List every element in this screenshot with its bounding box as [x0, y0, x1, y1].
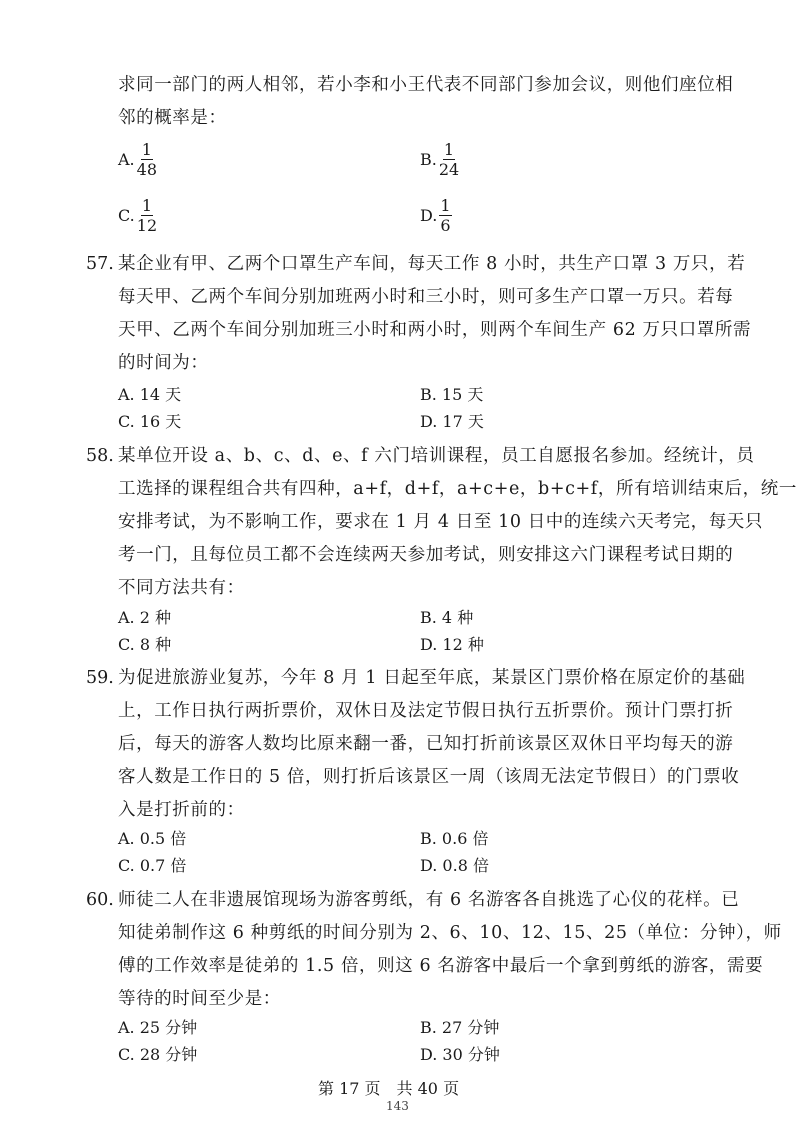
- option-d: D. 0.8 倍: [420, 856, 489, 875]
- fraction-numerator: 1: [141, 196, 153, 215]
- question-line: 每天甲、乙两个车间分别加班两小时和三小时，则可多生产口罩一万只。若每: [118, 287, 734, 307]
- option-a: A. 0.5 倍: [118, 829, 187, 848]
- option-d: D. 12 种: [420, 635, 484, 654]
- fraction-option-d: [420, 196, 452, 235]
- fraction-denominator: 24: [438, 160, 460, 179]
- option-label: C.: [118, 206, 135, 225]
- question-line: 知徒弟制作这 6 种剪纸的时间分别为 2、6、10、12、15、25（单位：分钟），师: [118, 923, 782, 943]
- question-line: 入是打折前的：: [118, 800, 245, 820]
- option-d: D. 30 分钟: [420, 1045, 500, 1064]
- question-line: 考一门，且每位员工都不会连续两天参加考试，则安排这六门课程考试日期的: [118, 545, 734, 565]
- question-number: 58.: [86, 446, 114, 466]
- question-line: 工选择的课程组合共有四种，a+f，d+f，a+c+e，b+c+f，所有培训结束后，统一: [118, 479, 797, 499]
- fraction-denominator: 6: [440, 216, 451, 235]
- option-a: A. 14 天: [118, 385, 182, 404]
- option-c: C. 8 种: [118, 635, 172, 654]
- option-b: B. 15 天: [420, 385, 484, 404]
- fraction-numerator: 1: [440, 196, 451, 215]
- option-b: B. 0.6 倍: [420, 829, 489, 848]
- option-label: D.: [420, 206, 438, 225]
- question-number: 57.: [86, 254, 114, 274]
- question-line: 不同方法共有：: [118, 578, 245, 598]
- question-line: 后，每天的游客人数均比原来翻一番，已知打折前该景区双休日平均每天的游: [118, 734, 734, 754]
- option-a: A. 2 种: [118, 608, 171, 627]
- question-line: 天甲、乙两个车间分别加班三小时和两小时，则两个车间生产 62 万只口罩所需: [118, 320, 752, 340]
- fraction-numerator: 1: [443, 140, 455, 159]
- option-label: A.: [118, 150, 135, 169]
- question-line: 的时间为：: [118, 353, 209, 373]
- page-number: 143: [386, 1099, 409, 1113]
- question-line: 某企业有甲、乙两个口罩生产车间，每天工作 8 小时，共生产口罩 3 万只，若: [118, 254, 746, 274]
- fraction-option-b: [420, 140, 459, 179]
- fraction-numerator: 1: [141, 140, 152, 159]
- fraction-option-a: [118, 140, 157, 179]
- fraction-denominator: 12: [136, 216, 158, 235]
- question-line: 傅的工作效率是徒弟的 1.5 倍，则这 6 名游客中最后一个拿到剪纸的游客，需要: [118, 956, 764, 976]
- option-a: A. 25 分钟: [118, 1018, 198, 1037]
- question-line: 师徒二人在非遗展馆现场为游客剪纸，有 6 名游客各自挑选了心仪的花样。已: [118, 890, 740, 910]
- page-footer-label: 第 17 页 共 40 页: [318, 1079, 460, 1098]
- option-b: B. 4 种: [420, 608, 474, 627]
- question-line: 为促进旅游业复苏，今年 8 月 1 日起至年底，某景区门票价格在原定价的基础: [118, 668, 746, 688]
- question-line: 上，工作日执行两折票价，双休日及法定节假日执行五折票价。预计门票打折: [118, 701, 734, 721]
- option-d: D. 17 天: [420, 412, 484, 431]
- option-c: C. 0.7 倍: [118, 856, 187, 875]
- intro-line: 邻的概率是：: [118, 108, 227, 128]
- option-c: C. 28 分钟: [118, 1045, 198, 1064]
- question-line: 安排考试，为不影响工作，要求在 1 月 4 日至 10 日中的连续六天考完，每天只: [118, 512, 764, 532]
- question-number: 60.: [86, 890, 114, 910]
- question-number: 59.: [86, 668, 114, 688]
- fraction-denominator: 48: [136, 160, 157, 179]
- question-line: 客人数是工作日的 5 倍，则打折后该景区一周（该周无法定节假日）的门票收: [118, 767, 740, 787]
- fraction-option-c: [118, 196, 157, 235]
- question-line: 等待的时间至少是：: [118, 989, 281, 1009]
- intro-line: 求同一部门的两人相邻，若小李和小王代表不同部门参加会议，则他们座位相: [118, 75, 734, 95]
- question-line: 某单位开设 a、b、c、d、e、f 六门培训课程，员工自愿报名参加。经统计，员: [118, 446, 755, 466]
- option-c: C. 16 天: [118, 412, 182, 431]
- option-label: B.: [420, 150, 437, 169]
- option-b: B. 27 分钟: [420, 1018, 500, 1037]
